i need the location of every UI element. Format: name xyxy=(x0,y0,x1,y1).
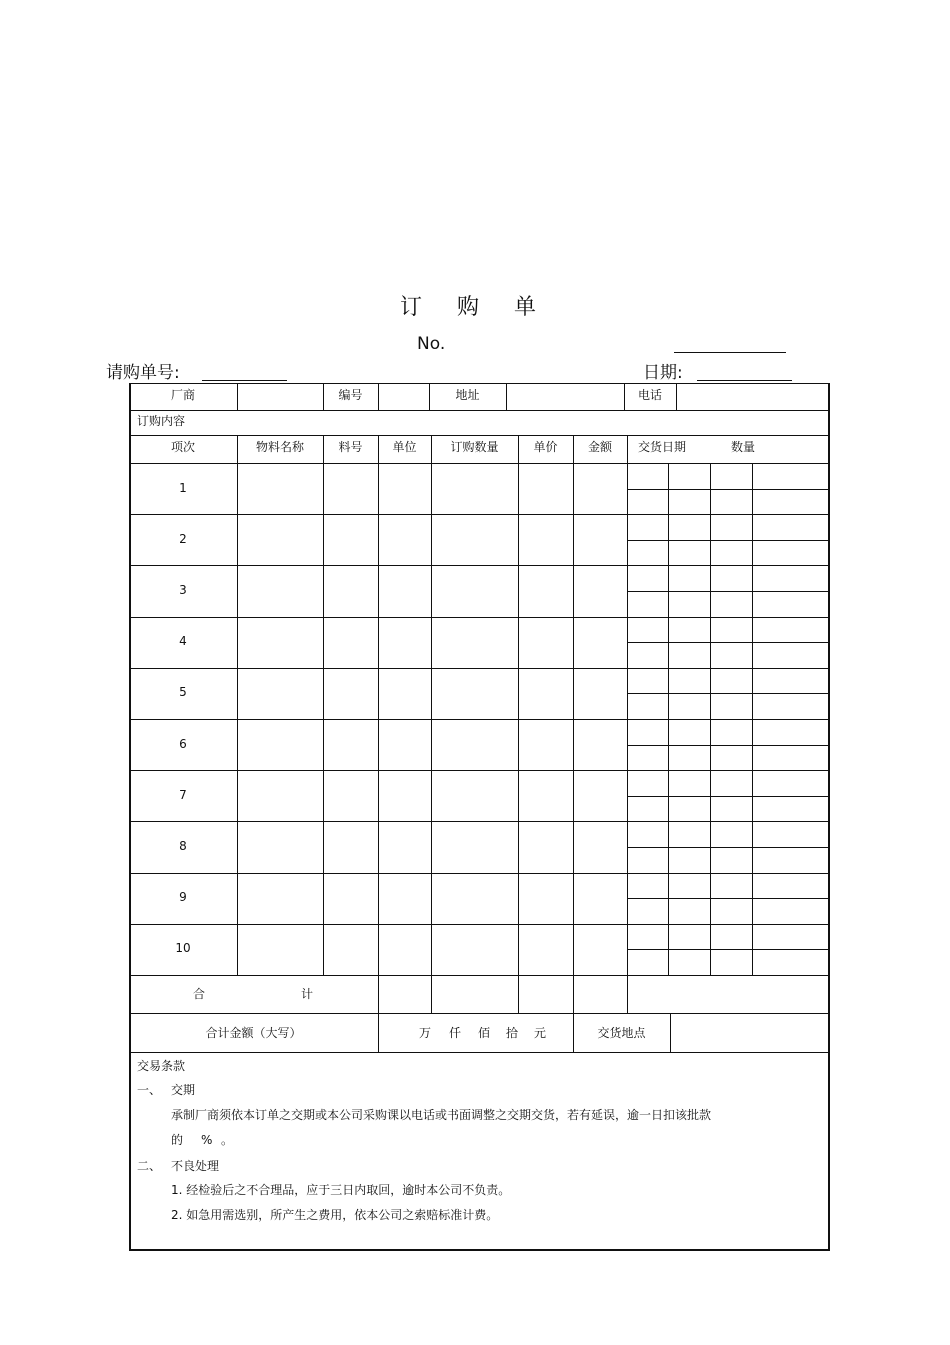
terms-section-2-number: 二、 xyxy=(137,1159,162,1173)
order-content-label: 订购内容 xyxy=(137,414,186,428)
item-number: 4 xyxy=(179,634,187,649)
terms-section-1-text-2a: 的 xyxy=(171,1133,184,1147)
unit-wan: 万 xyxy=(419,1026,432,1040)
order-number-label: No. xyxy=(417,334,446,354)
unit-bai: 佰 xyxy=(478,1026,491,1040)
terms-section-1-title: 交期 xyxy=(171,1083,196,1097)
address-label: 地址 xyxy=(455,388,480,402)
unit-shi: 拾 xyxy=(506,1026,519,1040)
item-number: 10 xyxy=(175,941,191,956)
col-header-item: 项次 xyxy=(170,440,195,454)
row-divider xyxy=(129,1052,830,1053)
col-header-amount: 金额 xyxy=(587,440,612,454)
col-divider xyxy=(237,435,238,975)
item-number: 9 xyxy=(179,890,187,905)
row-divider xyxy=(129,617,830,618)
row-divider xyxy=(129,410,830,411)
row-divider xyxy=(129,668,830,669)
col-divider xyxy=(518,435,519,1013)
row-divider xyxy=(129,975,830,976)
terms-section-1-percent: % xyxy=(201,1133,213,1147)
order-number-field[interactable] xyxy=(674,352,786,353)
col-header-material-name: 物料名称 xyxy=(255,440,304,454)
item-number: 8 xyxy=(179,839,187,853)
col-divider xyxy=(431,435,432,1013)
delivery-place-label: 交货地点 xyxy=(597,1026,646,1040)
row-divider xyxy=(129,924,830,925)
row-divider xyxy=(129,514,830,515)
col-divider xyxy=(378,383,379,410)
terms-section-1-number: 一、 xyxy=(137,1083,162,1097)
item-number: 5 xyxy=(179,685,187,700)
terms-section-2-item-2: 2. 如急用需选别，所产生之费用，依本公司之索赔标准计费。 xyxy=(171,1208,499,1222)
delivery-subrow-divider xyxy=(627,693,830,694)
delivery-subrow-divider xyxy=(627,796,830,797)
requisition-number-label: 请购单号: xyxy=(106,363,180,383)
delivery-subrow-divider xyxy=(627,847,830,848)
requisition-number-field[interactable] xyxy=(202,380,287,381)
item-number: 1 xyxy=(179,480,187,495)
item-number: 2 xyxy=(179,531,187,546)
delivery-subrow-divider xyxy=(627,642,830,643)
terms-title: 交易条款 xyxy=(137,1059,186,1073)
document-title: 订 购 单 xyxy=(400,295,550,320)
col-header-part-number: 料号 xyxy=(338,440,363,454)
terms-section-1-text-2c: 。 xyxy=(221,1133,234,1147)
row-divider xyxy=(129,770,830,771)
col-divider xyxy=(627,435,628,1013)
col-divider xyxy=(237,383,238,410)
col-divider xyxy=(323,435,324,975)
item-number: 6 xyxy=(179,736,187,751)
row-divider xyxy=(129,435,830,436)
delivery-subrow-divider xyxy=(627,745,830,746)
phone-label: 电话 xyxy=(637,388,662,402)
delivery-subrow-divider xyxy=(627,591,830,592)
col-header-unit: 单位 xyxy=(392,440,417,454)
col-header-delivery-date: 交货日期 xyxy=(638,440,687,454)
col-header-quantity: 数量 xyxy=(731,440,756,454)
purchase-order-form xyxy=(129,383,830,1251)
col-header-order-quantity: 订购数量 xyxy=(450,440,499,454)
row-divider xyxy=(129,821,830,822)
total-amount-words-label: 合计金额（大写） xyxy=(205,1026,302,1040)
row-divider xyxy=(129,1013,830,1014)
terms-section-1-text: 承制厂商须依本订单之交期或本公司采购课以电话或书面调整之交期交货，若有延误，逾一日扣该批款 xyxy=(171,1108,712,1122)
terms-section-2-title: 不良处理 xyxy=(171,1159,220,1173)
unit-yuan: 元 xyxy=(534,1026,547,1040)
delivery-subrow-divider xyxy=(627,949,830,950)
col-divider xyxy=(676,383,677,410)
terms-section-2-item-1: 1. 经检验后之不合理品，应于三日内取回，逾时本公司不负责。 xyxy=(171,1183,511,1197)
row-divider xyxy=(129,463,830,464)
col-divider xyxy=(378,435,379,1052)
delivery-subrow-divider xyxy=(627,489,830,490)
delivery-subrow-divider xyxy=(627,540,830,541)
item-number: 7 xyxy=(179,787,187,802)
total-label-ji: 计 xyxy=(301,987,314,1001)
col-header-unit-price: 单价 xyxy=(533,440,558,454)
col-divider xyxy=(506,383,507,410)
total-label-he: 合 xyxy=(193,987,206,1001)
col-divider xyxy=(573,435,574,1052)
col-divider xyxy=(670,1013,671,1052)
row-divider xyxy=(129,719,830,720)
date-label: 日期: xyxy=(643,363,683,383)
code-label: 编号 xyxy=(338,388,363,402)
date-field[interactable] xyxy=(697,380,792,381)
item-number: 3 xyxy=(179,583,187,597)
vendor-label: 厂商 xyxy=(170,388,195,402)
row-divider xyxy=(129,873,830,874)
row-divider xyxy=(129,565,830,566)
unit-qian: 仟 xyxy=(449,1026,462,1040)
delivery-subrow-divider xyxy=(627,898,830,899)
